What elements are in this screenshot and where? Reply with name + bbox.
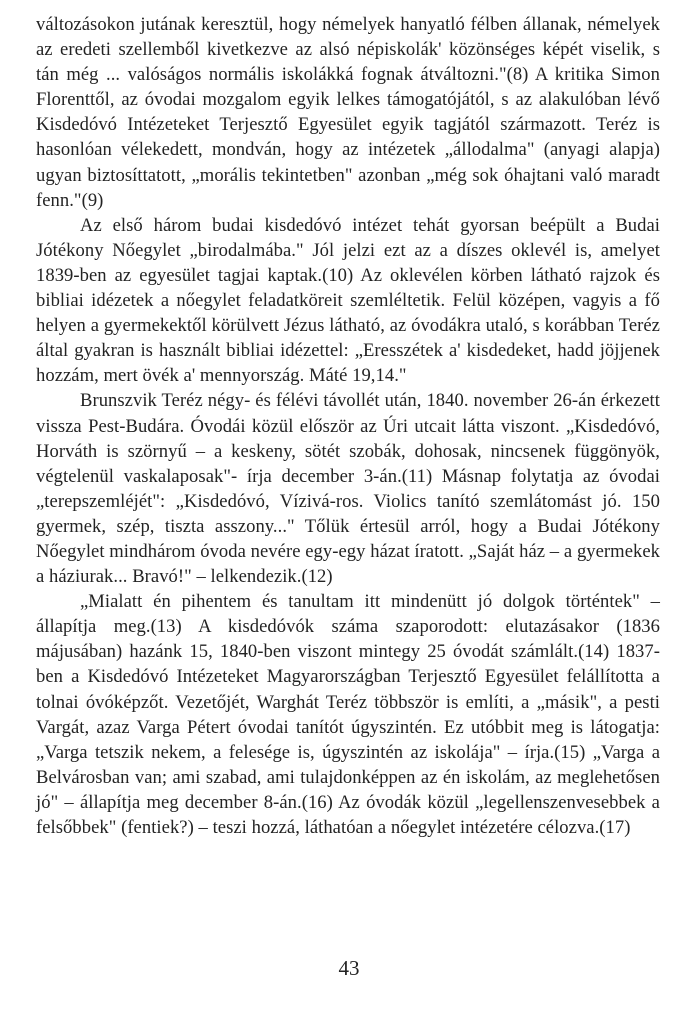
paragraph: „Mialatt én pihentem és tanultam itt mindenütt jó dolgok történtek" – állapítja meg.(13) A kisdedóvók száma szaporodott: elutazásakor (1836 májusában) hazánk 15, 1840-ben viszont mintegy 25 óvodát számlált.(14) 1837-ben a Kisdedóvó Intézeteket Magyarországban Terjesztő Egyesület felállította a tolnai óvóképzőt. Vezetőjét, Warghát Teréz többször is említi, a „másik", a pesti Vargát, azaz Varga Pétert óvodai tanítót úgyszintén. Ez utóbbit meg is látogatja: „Varga tetszik nekem, a felesége is, úgyszintén az iskolája" – írja.(15) „Varga a Belvárosban van; ami szabad, ami tulajdonképpen az én iskolám, az meglehetősen jó" – állapítja meg december 8-án.(16) Az óvodák közül „legellenszenvesebbek a felsőbbek" (fentiek?) – teszi hozzá, láthatóan a nőegylet intézetére célozva.(17) [36, 591, 660, 838]
paragraph: Az első három budai kisdedóvó intézet tehát gyorsan beépült a Budai Jótékony Nőegylet „birodalmába." Jól jelzi ezt az a díszes oklevél is, amelyet 1839-ben az egyesület tagjai kaptak.(10) Az oklevélen körben látható rajzok és bibliai idézetek a nőegylet feladatköreit szemléltetik. Felül középen, vagyis a fő helyen a gyermekektől körülvett Jézus látható, az óvodákra utaló, s korábban Teréz által gyakran is használt bibliai idézettel: „Eresszétek a' kisdedeket, hadd jöjjenek hozzám, mert övék a' mennyország. Máté 19,14." [36, 214, 660, 387]
page-body [36, 12, 660, 840]
paragraph: változásokon jutának keresztül, hogy némelyek hanyatló félben állanak, némelyek az eredeti szellemből kivetkezve az alsó népiskolák' közönséges képét viselik, s tán még ... valóságos normális iskolákká fognak átváltozni."(8) A kritika Simon Florenttől, az óvodai mozgalom egyik lelkes támogatójától, s az alakulóban lévő Kisdedóvó Intézeteket Terjesztő Egyesület egyik tagjától származott. Teréz is hasonlóan vélekedett, mondván, hogy az intézetek „állodalma" (anyagi alapja) ugyan biztosíttatott, „morális tekintetben" azonban „még sok óhajtani való maradt fenn."(9) [36, 14, 660, 211]
paragraph: Brunszvik Teréz négy- és félévi távollét után, 1840. november 26-án érkezett vissza Pest-Budára. Óvodái közül először az Úri utcait látta viszont. „Kisdedóvó, Horváth is szörnyű – a keskeny, sötét szobák, dohosak, nincsenek függönyök, végtelenül vaskalaposak"- írja december 3-án.(11) Másnap folytatja az óvodai „terepszemléjét": „Kisdedóvó, Vízivá-ros. Violics tanító szemlátomást jó. 150 gyermek, szép, tiszta asszony..." Tőlük értesül arról, hogy a Budai Jótékony Nőegylet mindhárom óvoda nevére egy-egy házat íratott. „Saját ház – a gyermekek a háziurak... Bravó!" – lelkendezik.(12) [36, 390, 660, 588]
page-number: 43 [338, 956, 360, 980]
